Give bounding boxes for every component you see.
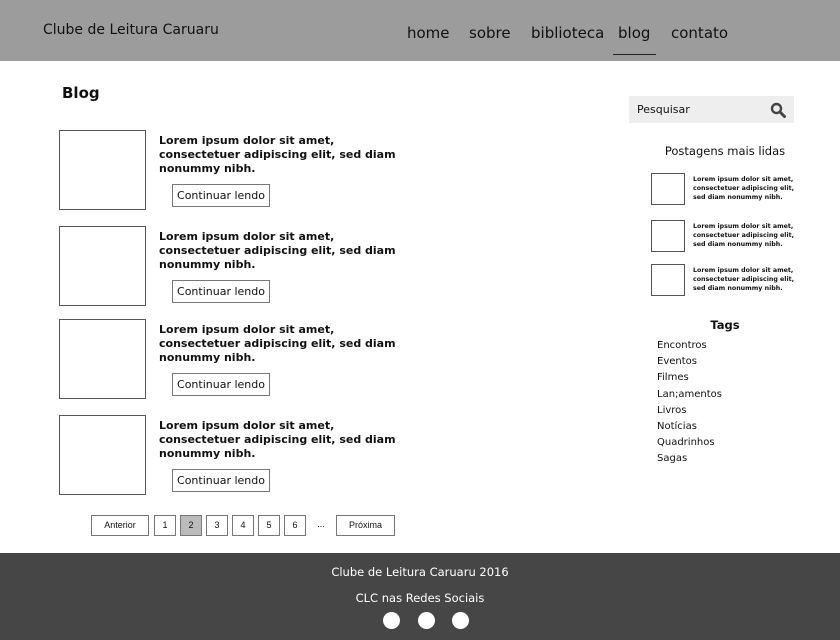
continue-reading-button[interactable]: Continuar lendo: [172, 184, 270, 207]
post-thumbnail: [59, 130, 146, 210]
popular-post-item[interactable]: [651, 264, 801, 298]
tag-link[interactable]: Sagas: [657, 453, 688, 465]
post-item: [59, 226, 419, 306]
tag-link[interactable]: Lan;amentos: [657, 388, 723, 400]
footer-copyright: Clube de Leitura Caruaru 2016: [331, 565, 509, 579]
post-excerpt: Lorem ipsum dolor sit amet, consectetuer adipiscing elit, sed diam nonummy nibh.: [159, 134, 396, 175]
post-thumbnail: [59, 415, 146, 495]
nav-contato[interactable]: contato: [671, 24, 729, 42]
page-title: Blog: [62, 84, 100, 102]
post-item: [59, 130, 419, 210]
nav-home[interactable]: home: [407, 24, 450, 42]
popular-post-thumbnail: [651, 264, 685, 296]
brand[interactable]: Clube de Leitura Caruaru: [43, 22, 219, 38]
continue-reading-button[interactable]: Continuar lendo: [172, 469, 270, 492]
tags-title: Tags: [710, 318, 740, 332]
social-icon[interactable]: [383, 612, 400, 629]
post-excerpt: Lorem ipsum dolor sit amet, consectetuer adipiscing elit, sed diam nonummy nibh.: [159, 419, 396, 460]
tag-link[interactable]: Encontros: [657, 340, 707, 351]
social-icon[interactable]: [452, 612, 469, 629]
continue-reading-button[interactable]: Continuar lendo: [172, 280, 270, 303]
search-placeholder: Pesquisar: [637, 103, 690, 116]
header: [0, 0, 840, 61]
tag-link[interactable]: Livros: [657, 404, 687, 416]
post-thumbnail: [59, 319, 146, 399]
popular-post-item[interactable]: [651, 220, 801, 254]
tag-link[interactable]: Filmes: [657, 372, 689, 384]
nav-sobre[interactable]: sobre: [469, 24, 511, 42]
pagination-page-6[interactable]: 6: [284, 515, 306, 536]
post-thumbnail: [59, 226, 146, 306]
popular-post-text: Lorem ipsum dolor sit amet, consectetuer adipiscing elit, sed diam nonummy nibh.: [693, 267, 795, 292]
footer: [0, 553, 840, 640]
tags-list: [657, 338, 722, 468]
tag-link[interactable]: Notícias: [657, 421, 697, 433]
post-item: [59, 415, 419, 495]
pagination-page-1[interactable]: 1: [154, 515, 176, 536]
popular-post-thumbnail: [651, 220, 685, 252]
post-item: [59, 319, 419, 399]
popular-posts-title: Postagens mais lidas: [664, 144, 786, 158]
tag-link[interactable]: Quadrinhos: [657, 437, 715, 449]
footer-social-title: CLC nas Redes Sociais: [355, 591, 485, 605]
popular-post-text: Lorem ipsum dolor sit amet, consectetuer adipiscing elit, sed diam nonummy nibh.: [693, 223, 795, 248]
popular-post-text: Lorem ipsum dolor sit amet, consectetuer adipiscing elit, sed diam nonummy nibh.: [693, 176, 795, 201]
pagination-next[interactable]: Próxima: [336, 515, 395, 536]
pagination-page-5[interactable]: 5: [258, 515, 280, 536]
social-icon[interactable]: [418, 612, 435, 629]
pagination-prev[interactable]: Anterior: [91, 515, 149, 536]
search-input[interactable]: [629, 96, 794, 123]
pagination-page-3[interactable]: 3: [206, 515, 228, 536]
nav-biblioteca[interactable]: biblioteca: [531, 24, 605, 42]
pagination-page-2-current[interactable]: 2: [180, 515, 202, 536]
nav-blog[interactable]: blog: [613, 24, 656, 55]
pagination-page-4[interactable]: 4: [232, 515, 254, 536]
popular-post-thumbnail: [651, 173, 685, 205]
pagination-ellipsis: ...: [317, 519, 325, 529]
continue-reading-button[interactable]: Continuar lendo: [172, 373, 270, 396]
popular-post-item[interactable]: [651, 173, 801, 207]
search-icon[interactable]: [770, 102, 786, 118]
post-excerpt: Lorem ipsum dolor sit amet, consectetuer adipiscing elit, sed diam nonummy nibh.: [159, 230, 396, 271]
post-excerpt: Lorem ipsum dolor sit amet, consectetuer adipiscing elit, sed diam nonummy nibh.: [159, 323, 396, 364]
tag-link[interactable]: Eventos: [657, 356, 697, 368]
